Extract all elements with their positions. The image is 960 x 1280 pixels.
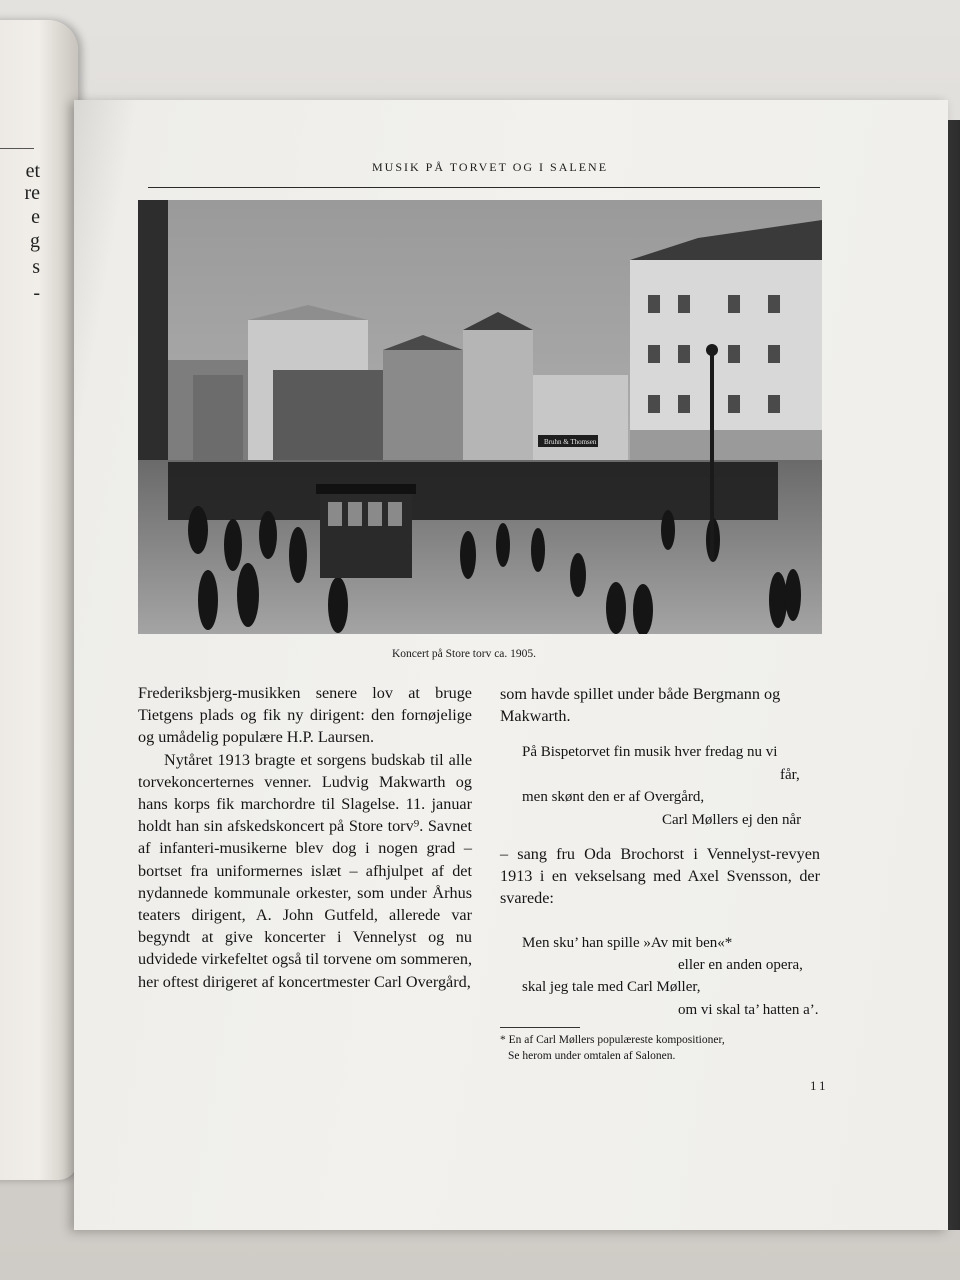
- footnote: [500, 1032, 820, 1064]
- body-paragraph: som havde spillet under både Bergmann og Makwarth.: [500, 685, 781, 726]
- body-paragraph: Frederiksbjerg-musikken senere lov at bruge Tietgens plads og fik ny dirigent: den fornøjelige og umådelig populære H.P. Laursen.: [138, 684, 472, 747]
- verse-line: På Bispetorvet fin musik hver fredag nu vi: [522, 744, 778, 761]
- running-head: MUSIK PÅ TORVET OG I SALENE: [372, 160, 609, 174]
- verse-line: eller en anden opera,: [678, 957, 803, 974]
- verse-line: Men sku’ han spille »Av mit ben«*: [522, 934, 733, 951]
- historic-photo: [138, 200, 822, 634]
- left-page-rule: [0, 148, 34, 149]
- verse-line: Carl Møllers ej den når: [662, 811, 802, 828]
- verse-line: skal jeg tale med Carl Møller,: [522, 979, 701, 996]
- left-page-text: g: [30, 230, 40, 252]
- body-paragraph: Nytåret 1913 bragte et sorgens budskab til alle torvekoncerternes venner. Ludvig Makwarth og hans korps fik marchordre til Slagelse. 11. januar holdt han sin afskedskoncert på Store torv⁹. Savnet af infanteri-musikerne blev dog i nogen grad – bortset fra uniformernes islæt – afhjulpet af det nydannede kommunale orkester, som under Århus teaters dirigent, A. John Gutfeld, allerede var begyndt at give koncerter i Vennelyst og nu udvidede virkefeltet også til torvene om sommeren, her oftest dirigeret af koncertmester Carl Overgård,: [138, 750, 472, 991]
- footnote-rule: [500, 1027, 580, 1028]
- body-paragraph: – sang fru Oda Brochorst i Vennelyst-revyen 1913 i en vekselsang med Axel Svensson, der svarede:: [500, 845, 820, 908]
- left-page-text: s: [32, 256, 40, 278]
- footnote-line: * En af Carl Møllers populæreste kompositioner,: [500, 1034, 725, 1047]
- left-page-text: e: [31, 206, 40, 228]
- left-page-text: re: [24, 182, 40, 204]
- right-column: [500, 683, 820, 1064]
- verse-block: [522, 741, 820, 831]
- left-page: [0, 20, 78, 1180]
- left-column: [138, 682, 472, 993]
- photo-caption: Koncert på Store torv ca. 1905.: [392, 648, 537, 660]
- verse-line: men skønt den er af Overgård,: [522, 789, 705, 806]
- footnote-line: Se herom under omtalen af Salonen.: [508, 1050, 676, 1063]
- shop-sign: Bruhn & Thomsen: [544, 438, 597, 446]
- verse-line: om vi skal ta’ hatten a’.: [678, 1001, 819, 1018]
- verse-block: [522, 932, 820, 1022]
- verse-line: får,: [780, 766, 800, 783]
- page-number: 11: [810, 1078, 829, 1093]
- header-rule: [148, 187, 820, 188]
- left-page-text: -: [33, 282, 40, 304]
- left-page-text: et: [25, 160, 40, 182]
